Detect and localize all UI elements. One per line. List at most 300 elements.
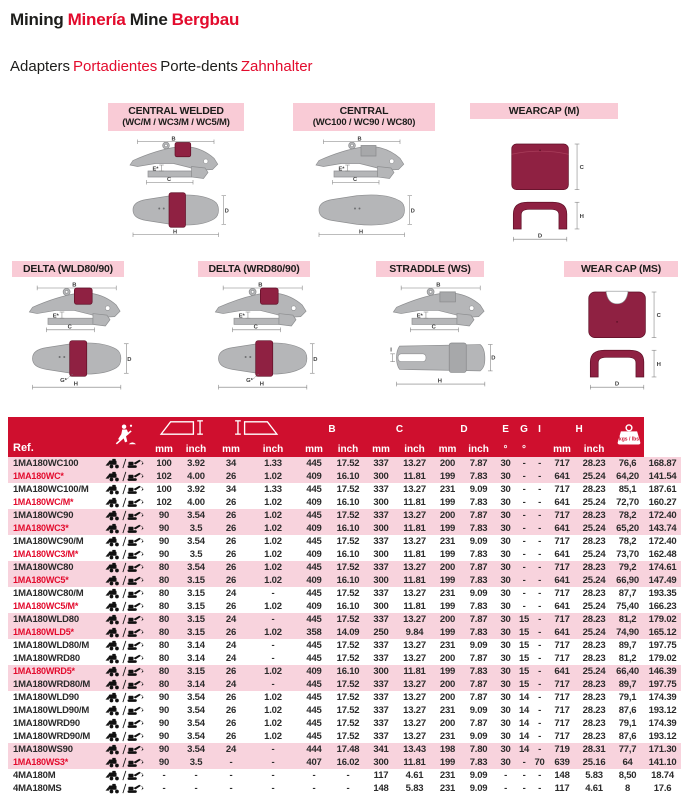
- value-cell: 78,2: [618, 510, 637, 521]
- dim-label-d: D: [313, 356, 318, 363]
- ref-cell: 4MA180MS: [13, 783, 62, 794]
- value-cell: 14.09: [336, 627, 360, 638]
- slash-separator: [123, 784, 126, 793]
- wheel-loader-icon: [106, 771, 119, 780]
- loader-and-excavator-icons: [104, 731, 146, 742]
- dim-label-d: D: [127, 356, 132, 363]
- value-cell: 75,40: [616, 601, 639, 612]
- table-row: [8, 548, 681, 561]
- value-cell: -: [522, 601, 526, 612]
- slash-separator: [123, 667, 126, 676]
- figure-title-sub: (WC/M / WC3/M / WC5/M): [122, 117, 230, 128]
- value-cell: 1.02: [264, 601, 282, 612]
- value-cell: 13.27: [403, 679, 426, 690]
- slash-separator: [123, 576, 126, 585]
- value-cell: 26: [225, 562, 237, 573]
- machine-icons-cell: [100, 665, 150, 678]
- value-cell: 80: [158, 640, 170, 651]
- loader-and-excavator-icons: [104, 614, 146, 625]
- slash-separator: [123, 719, 126, 728]
- value-cell: -: [522, 497, 526, 508]
- value-cell: 717: [554, 731, 570, 742]
- value-cell: 7.87: [469, 679, 488, 690]
- value-cell: 30: [500, 536, 511, 547]
- page-subtitle: [10, 58, 316, 75]
- machine-icons-cell: [100, 535, 150, 548]
- value-cell: 102: [156, 497, 172, 508]
- dim-label-b: B: [72, 282, 77, 289]
- value-cell: 409: [306, 523, 322, 534]
- value-cell: 13.27: [403, 731, 426, 742]
- value-cell: 30: [500, 640, 511, 651]
- value-cell: 300: [373, 497, 389, 508]
- ref-cell: 1MA180WC/M*: [13, 497, 74, 507]
- value-cell: 445: [306, 679, 322, 690]
- wheel-loader-icon: [106, 498, 119, 507]
- excavator-icon: [128, 538, 144, 546]
- dim-label-h: H: [259, 381, 264, 388]
- value-cell: 11.81: [403, 549, 426, 560]
- excavator-icon: [128, 681, 144, 689]
- value-cell: 300: [373, 471, 389, 482]
- machine-icons-cell: [100, 496, 150, 509]
- title-word: Bergbau: [171, 10, 240, 29]
- table-row: [8, 626, 681, 639]
- value-cell: 90: [158, 731, 170, 742]
- value-cell: 200: [439, 692, 456, 703]
- table-row: [8, 665, 681, 678]
- value-cell: 445: [306, 692, 322, 703]
- value-cell: -: [229, 757, 233, 768]
- value-cell: -: [538, 705, 542, 716]
- value-cell: 30: [500, 679, 511, 690]
- ref-cell: 1MA180WLD90/M: [13, 705, 90, 716]
- value-cell: 162.48: [648, 549, 677, 560]
- figure-title-main: WEAR CAP (MS): [580, 263, 662, 275]
- value-cell: 7.87: [469, 510, 488, 521]
- value-cell: 17.52: [336, 679, 360, 690]
- value-cell: 80: [158, 666, 170, 677]
- value-cell: 8,50: [618, 770, 637, 781]
- table-row: [8, 457, 681, 470]
- dim-label-h: H: [358, 229, 364, 236]
- value-cell: 199: [439, 497, 456, 508]
- value-cell: -: [271, 679, 275, 690]
- value-cell: 1.02: [264, 471, 282, 482]
- value-cell: 28.23: [582, 562, 606, 573]
- table-row: [8, 574, 681, 587]
- slash-separator: [123, 771, 126, 780]
- ref-cell: 1MA180WC100/M: [13, 484, 89, 495]
- value-cell: 148: [554, 770, 570, 781]
- value-cell: 7.87: [469, 458, 488, 469]
- value-cell: -: [522, 484, 526, 495]
- loader-and-excavator-icons: [104, 484, 146, 495]
- value-cell: 445: [306, 705, 322, 716]
- value-cell: 187.61: [648, 484, 677, 495]
- machine-icons-cell: [100, 769, 150, 782]
- value-cell: 409: [306, 575, 322, 586]
- figure-title-main: DELTA (WLD80/90): [23, 263, 113, 275]
- table-row: [8, 652, 681, 665]
- machine-icons-cell: [100, 587, 150, 600]
- value-cell: 13.27: [403, 705, 426, 716]
- value-cell: 641: [554, 523, 570, 534]
- excavator-icon: [128, 512, 144, 520]
- value-cell: 80: [158, 653, 170, 664]
- dim-label-h: H: [579, 213, 584, 220]
- excavator-icon: [128, 473, 144, 481]
- loader-and-excavator-icons: [104, 458, 146, 469]
- table-row: [8, 704, 681, 717]
- value-cell: -: [538, 731, 542, 742]
- value-cell: 445: [306, 718, 322, 729]
- value-cell: 641: [554, 601, 570, 612]
- excavator-icon: [128, 694, 144, 702]
- loader-and-excavator-icons: [104, 601, 146, 612]
- value-cell: 409: [306, 497, 322, 508]
- value-cell: -: [538, 770, 542, 781]
- column-header-i: I: [532, 417, 547, 442]
- value-cell: 337: [373, 536, 389, 547]
- ref-cell: 1MA180WS3*: [13, 757, 69, 767]
- value-cell: 147.49: [648, 575, 677, 586]
- table-row: [8, 509, 681, 522]
- dim-label-d: D: [537, 233, 543, 240]
- value-cell: 100: [156, 458, 172, 469]
- value-cell: 13.27: [403, 718, 426, 729]
- value-cell: 17.52: [336, 731, 360, 742]
- figure-title-main: STRADDLE (WS): [389, 263, 471, 275]
- unit-blank: [532, 442, 547, 457]
- value-cell: 28.23: [582, 731, 606, 742]
- value-cell: 30: [500, 653, 511, 664]
- value-cell: 9.09: [469, 588, 488, 599]
- value-cell: 717: [554, 653, 570, 664]
- page-title: [10, 10, 243, 30]
- wheel-loader-icon: [106, 459, 119, 468]
- value-cell: -: [538, 497, 542, 508]
- loader-and-excavator-icons: [104, 510, 146, 521]
- value-cell: 300: [373, 523, 389, 534]
- value-cell: 90: [158, 744, 170, 755]
- value-cell: 337: [373, 653, 389, 664]
- value-cell: 16.10: [336, 601, 360, 612]
- value-cell: 16.10: [336, 471, 360, 482]
- dim-label-c: C: [253, 324, 258, 331]
- value-cell: 3.15: [187, 601, 205, 612]
- loader-and-excavator-icons: [104, 666, 146, 677]
- value-cell: 89,7: [618, 640, 637, 651]
- wheel-loader-icon: [106, 563, 119, 572]
- value-cell: 445: [306, 562, 322, 573]
- wheel-loader-icon: [106, 745, 119, 754]
- value-cell: 87,6: [618, 705, 637, 716]
- value-cell: -: [271, 653, 275, 664]
- value-cell: 1.02: [264, 666, 282, 677]
- value-cell: -: [522, 523, 526, 534]
- value-cell: -: [504, 783, 508, 794]
- value-cell: 24: [225, 588, 237, 599]
- value-cell: -: [538, 588, 542, 599]
- value-cell: 409: [306, 549, 322, 560]
- value-cell: -: [538, 549, 542, 560]
- value-cell: 80: [158, 614, 170, 625]
- value-cell: 30: [500, 601, 511, 612]
- value-cell: 337: [373, 692, 389, 703]
- table-row: [8, 483, 681, 496]
- value-cell: 66,40: [616, 666, 639, 677]
- ref-cell: 1MA180WRD90: [13, 718, 80, 729]
- value-cell: 26: [225, 549, 237, 560]
- machine-icons-cell: [100, 457, 150, 470]
- slash-separator: [123, 524, 126, 533]
- value-cell: -: [538, 744, 542, 755]
- value-cell: 34: [225, 484, 237, 495]
- value-cell: 146.39: [648, 666, 677, 677]
- ref-cell: 1MA180WC100: [13, 458, 79, 469]
- figure-delta-wrd: [198, 261, 318, 405]
- value-cell: 25.24: [582, 471, 606, 482]
- dim-label-b: B: [258, 282, 263, 289]
- value-cell: 25.24: [582, 627, 606, 638]
- value-cell: 14: [518, 692, 530, 703]
- value-cell: 90: [158, 757, 170, 768]
- value-cell: -: [312, 783, 316, 794]
- value-cell: 72,70: [616, 497, 639, 508]
- value-cell: 445: [306, 653, 322, 664]
- value-cell: 9.09: [469, 783, 488, 794]
- table-row: [8, 600, 681, 613]
- value-cell: 7.83: [469, 627, 488, 638]
- table-row: [8, 678, 681, 691]
- value-cell: 17.52: [336, 458, 360, 469]
- ref-cell: 1MA180WC80/M: [13, 588, 84, 599]
- value-cell: 25.16: [582, 757, 606, 768]
- value-cell: 172.40: [648, 510, 677, 521]
- machine-icons-cell: [100, 691, 150, 704]
- value-cell: 717: [554, 588, 570, 599]
- value-cell: -: [229, 770, 233, 781]
- value-cell: 179.02: [648, 614, 677, 625]
- value-cell: 9.09: [469, 705, 488, 716]
- value-cell: 25.24: [582, 497, 606, 508]
- value-cell: 28.23: [582, 536, 606, 547]
- excavator-icon: [128, 564, 144, 572]
- value-cell: -: [538, 614, 542, 625]
- ref-cell: 1MA180WC3/M*: [13, 549, 79, 559]
- slash-separator: [123, 459, 126, 468]
- ref-cell: 1MA180WC90/M: [13, 536, 84, 547]
- value-cell: -: [538, 627, 542, 638]
- weight-unit-label: kgs / lbs: [618, 435, 640, 442]
- excavator-icon: [128, 707, 144, 715]
- slash-separator: [123, 680, 126, 689]
- unit-degrees: °: [495, 442, 516, 457]
- value-cell: 300: [373, 666, 389, 677]
- value-cell: 81,2: [618, 614, 637, 625]
- value-cell: 337: [373, 718, 389, 729]
- value-cell: 166.23: [648, 601, 677, 612]
- excavator-icon: [128, 720, 144, 728]
- excavator-icon: [128, 486, 144, 494]
- value-cell: -: [538, 523, 542, 534]
- value-cell: 4.61: [585, 783, 603, 794]
- table-row: [8, 613, 681, 626]
- value-cell: 1.02: [264, 575, 282, 586]
- value-cell: 337: [373, 588, 389, 599]
- value-cell: 3.54: [187, 692, 205, 703]
- value-cell: 445: [306, 614, 322, 625]
- dim-label-c: C: [579, 165, 584, 172]
- value-cell: 199: [439, 627, 456, 638]
- value-cell: 3.54: [187, 744, 205, 755]
- value-cell: 141.54: [648, 471, 677, 482]
- value-cell: 26: [225, 510, 237, 521]
- value-cell: 231: [439, 731, 456, 742]
- value-cell: 11.81: [403, 523, 426, 534]
- subtitle-word: Adapters: [10, 58, 71, 75]
- value-cell: 409: [306, 601, 322, 612]
- slash-separator: [123, 485, 126, 494]
- adapter-illustration: [198, 281, 332, 405]
- value-cell: 7.83: [469, 497, 488, 508]
- value-cell: -: [522, 770, 526, 781]
- value-cell: 717: [554, 510, 570, 521]
- value-cell: 30: [500, 575, 511, 586]
- value-cell: -: [538, 666, 542, 677]
- value-cell: 117: [554, 783, 570, 794]
- excavator-icon: [128, 785, 144, 793]
- value-cell: 14: [518, 744, 530, 755]
- table-row: [8, 756, 681, 769]
- value-cell: 26: [225, 601, 237, 612]
- value-cell: 641: [554, 575, 570, 586]
- machine-icons-cell: [100, 561, 150, 574]
- value-cell: 17.52: [336, 614, 360, 625]
- excavator-icon: [128, 642, 144, 650]
- value-cell: 28.23: [582, 692, 606, 703]
- unit-mm: mm: [366, 442, 396, 457]
- value-cell: -: [346, 783, 350, 794]
- wheel-loader-icon: [106, 758, 119, 767]
- value-cell: -: [162, 783, 166, 794]
- value-cell: 16.10: [336, 549, 360, 560]
- value-cell: 3.5: [189, 523, 203, 534]
- value-cell: 250: [373, 627, 389, 638]
- dim-label-i: I: [390, 347, 392, 354]
- column-header-h: H: [547, 417, 611, 442]
- value-cell: 9.09: [469, 731, 488, 742]
- value-cell: -: [538, 510, 542, 521]
- value-cell: 409: [306, 666, 322, 677]
- worker-icon: [100, 417, 150, 457]
- column-header-d: D: [433, 417, 495, 442]
- adapter-illustration: [12, 281, 146, 405]
- ref-cell: 1MA180WLD5*: [13, 627, 74, 637]
- value-cell: 1.33: [264, 484, 282, 495]
- ref-cell: 1MA180WC5/M*: [13, 601, 79, 611]
- value-cell: 3.54: [187, 562, 205, 573]
- value-cell: 26: [225, 523, 237, 534]
- dim-label-d: D: [491, 355, 496, 362]
- machine-icons-cell: [100, 639, 150, 652]
- diagrams-section: [0, 95, 689, 415]
- value-cell: -: [538, 692, 542, 703]
- value-cell: 3.92: [187, 484, 205, 495]
- dim-label-e: E*: [416, 313, 423, 320]
- value-cell: 1.33: [264, 458, 282, 469]
- loader-and-excavator-icons: [104, 536, 146, 547]
- table-row: [8, 535, 681, 548]
- value-cell: 26: [225, 718, 237, 729]
- value-cell: 3.5: [189, 549, 203, 560]
- dim-label-g: G*: [60, 377, 67, 384]
- value-cell: 143.74: [648, 523, 677, 534]
- value-cell: 28.23: [582, 458, 606, 469]
- value-cell: 14: [518, 731, 530, 742]
- value-cell: 200: [439, 679, 456, 690]
- excavator-icon: [128, 551, 144, 559]
- value-cell: 16.10: [336, 666, 360, 677]
- value-cell: 13.27: [403, 653, 426, 664]
- value-cell: 30: [500, 471, 511, 482]
- value-cell: 199: [439, 757, 456, 768]
- value-cell: 174.39: [648, 692, 677, 703]
- wearcap-illustration: [489, 133, 599, 251]
- ref-cell: 1MA180WC3*: [13, 523, 69, 533]
- table-row: [8, 769, 681, 782]
- value-cell: 337: [373, 510, 389, 521]
- value-cell: -: [522, 536, 526, 547]
- value-cell: 100: [156, 484, 172, 495]
- value-cell: -: [229, 783, 233, 794]
- dim-label-d: D: [410, 208, 415, 215]
- subtitle-word: Portadientes: [73, 58, 158, 75]
- machine-icons-cell: [100, 483, 150, 496]
- value-cell: -: [271, 614, 275, 625]
- value-cell: 9.09: [469, 484, 488, 495]
- value-cell: 717: [554, 562, 570, 573]
- value-cell: 11.81: [403, 471, 426, 482]
- machine-icons-cell: [100, 704, 150, 717]
- loader-and-excavator-icons: [104, 718, 146, 729]
- value-cell: -: [538, 458, 542, 469]
- loader-and-excavator-icons: [104, 575, 146, 586]
- table-row: [8, 496, 681, 509]
- value-cell: 13.27: [403, 692, 426, 703]
- value-cell: 30: [500, 692, 511, 703]
- value-cell: 81,2: [618, 653, 637, 664]
- value-cell: 15: [518, 666, 530, 677]
- value-cell: 13.27: [403, 536, 426, 547]
- value-cell: 15: [518, 627, 530, 638]
- value-cell: -: [538, 601, 542, 612]
- slash-separator: [123, 628, 126, 637]
- value-cell: 300: [373, 575, 389, 586]
- value-cell: 28.23: [582, 588, 606, 599]
- wheel-loader-icon: [106, 472, 119, 481]
- value-cell: -: [538, 718, 542, 729]
- value-cell: -: [271, 588, 275, 599]
- value-cell: 30: [500, 666, 511, 677]
- value-cell: 3.15: [187, 666, 205, 677]
- value-cell: 30: [500, 705, 511, 716]
- excavator-icon: [128, 746, 144, 754]
- value-cell: 79,1: [618, 692, 637, 703]
- excavator-icon: [128, 603, 144, 611]
- value-cell: 407: [306, 757, 322, 768]
